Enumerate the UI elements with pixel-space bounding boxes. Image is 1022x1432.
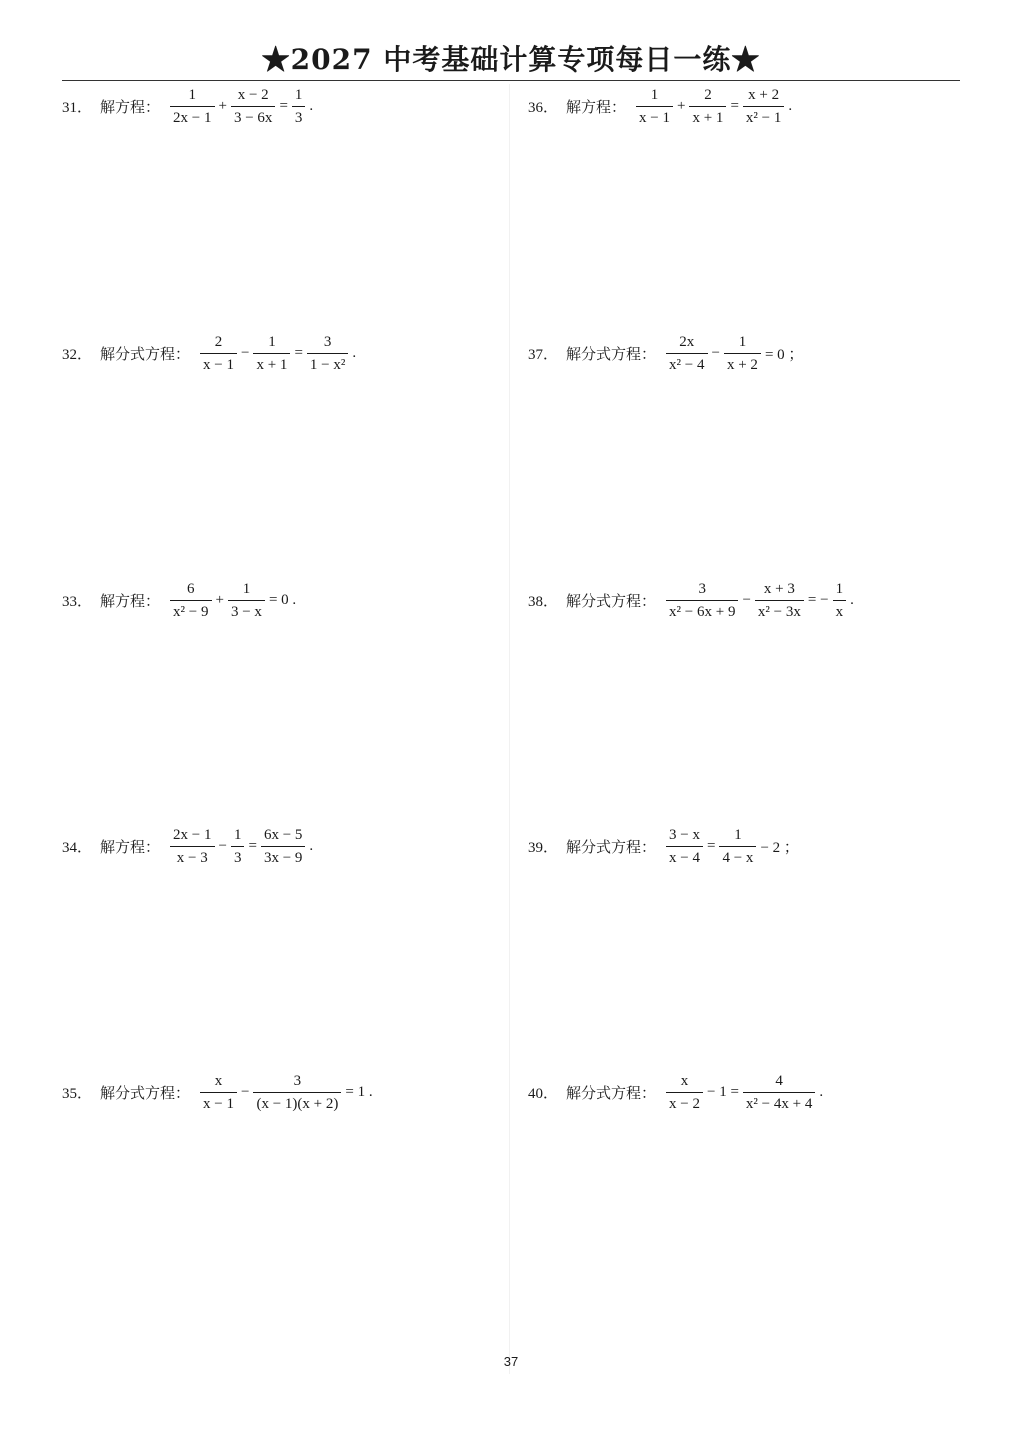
problem-number: 34． (62, 839, 93, 856)
math-operator: . (788, 97, 793, 114)
fraction-numerator: 1 (734, 826, 742, 843)
fraction-numerator: 1 (835, 580, 844, 597)
fraction (170, 580, 211, 621)
problem-number: 38． (528, 593, 559, 610)
math-operator: = 0 . (268, 591, 297, 608)
math-operator: . (309, 97, 314, 114)
math-operator: . (819, 1083, 824, 1100)
fraction-denominator: x² − 9 (173, 603, 209, 620)
fraction-numerator: 1 (294, 86, 303, 103)
fraction-numerator: 2 (704, 86, 712, 103)
fraction-denominator: x − 2 (669, 1095, 700, 1112)
fraction-numerator: 2 (214, 333, 223, 350)
fraction-numerator: 4 (775, 1072, 783, 1089)
fraction (170, 86, 214, 127)
fraction-numerator: 1 (268, 333, 276, 350)
fraction-denominator: 3 − x (230, 603, 262, 620)
problem-36 (528, 79, 794, 133)
problem-37 (528, 326, 805, 380)
fraction-numerator: 1 (233, 826, 242, 843)
math-operator: − (711, 344, 720, 361)
fraction-denominator: x − 4 (669, 849, 700, 866)
fraction (228, 580, 265, 621)
fraction-denominator: 4 − x (722, 849, 754, 866)
math-operator: . (352, 344, 357, 361)
fraction (666, 1072, 703, 1113)
problem-equation (664, 580, 856, 621)
problem-instruction: 解分式方程： (566, 591, 657, 610)
math-operator: + (215, 591, 224, 608)
math-operator: = 1 . (345, 1083, 373, 1100)
fraction-denominator: x − 1 (203, 356, 234, 373)
fraction-numerator: 2x (679, 333, 695, 350)
math-operator: − 1 = (707, 1083, 739, 1100)
fraction (253, 1072, 341, 1113)
problem-instruction: 解方程： (100, 837, 161, 856)
fraction-denominator: (x − 1)(x + 2) (256, 1095, 339, 1112)
fraction-denominator: x² − 3x (757, 603, 801, 620)
fraction (719, 826, 756, 867)
math-operator: = − (807, 591, 829, 608)
problem-instruction: 解方程： (100, 591, 161, 610)
math-operator: = 0 ； (764, 346, 804, 363)
fraction (170, 826, 214, 867)
fraction-denominator: x² − 6x + 9 (669, 603, 736, 620)
fraction-denominator: 3x − 9 (263, 849, 303, 866)
problem-equation (168, 826, 315, 867)
fraction-numerator: 3 (293, 1072, 302, 1089)
problem-equation (664, 1072, 825, 1113)
fraction (200, 1072, 237, 1113)
fraction (666, 580, 738, 621)
column-divider (509, 84, 510, 1374)
math-operator: = (248, 837, 257, 854)
fraction-numerator: 3 (323, 333, 332, 350)
fraction-denominator: x + 1 (692, 109, 724, 126)
fraction-denominator: 3 − 6x (233, 109, 273, 126)
fraction (253, 333, 290, 374)
problem-number: 39． (528, 839, 559, 856)
fraction-denominator: 3 (233, 849, 242, 866)
problem-40 (528, 1065, 825, 1119)
math-operator: = (294, 344, 303, 361)
fraction-denominator: x − 3 (176, 849, 208, 866)
problem-equation (198, 1072, 375, 1113)
fraction-numerator: 3 (698, 580, 706, 597)
fraction-denominator: x² − 4 (669, 356, 705, 373)
fraction-denominator: 3 (294, 109, 303, 126)
fraction-numerator: x (214, 1072, 223, 1089)
fraction-denominator: x (835, 603, 844, 620)
fraction-denominator: 2x − 1 (173, 109, 212, 126)
problem-equation (664, 826, 801, 867)
problem-38 (528, 573, 856, 627)
fraction-numerator: 1 (738, 333, 747, 350)
fraction-numerator: 3 − x (669, 826, 700, 843)
fraction-denominator: x + 2 (726, 356, 758, 373)
fraction-numerator: 6x − 5 (263, 826, 303, 843)
problem-equation (168, 580, 298, 621)
fraction (636, 86, 673, 127)
fraction-numerator: x − 2 (237, 86, 269, 103)
problem-equation (168, 86, 315, 127)
math-operator: − (241, 1083, 250, 1100)
math-operator: = (730, 97, 739, 114)
fraction-numerator: x + 3 (763, 580, 795, 597)
fraction (743, 86, 784, 127)
problem-equation (664, 333, 805, 374)
problem-instruction: 解分式方程： (100, 344, 191, 363)
math-operator: . (850, 591, 854, 608)
problem-number: 32． (62, 346, 93, 363)
fraction (724, 333, 761, 374)
problem-number: 31． (62, 99, 93, 116)
fraction (755, 580, 804, 621)
problem-35 (62, 1065, 375, 1119)
fraction (231, 86, 275, 127)
problem-33 (62, 573, 298, 627)
fraction-numerator: 1 (242, 580, 251, 597)
fraction-numerator: 2x − 1 (173, 826, 212, 843)
problem-number: 37． (528, 346, 559, 363)
problem-instruction: 解分式方程： (566, 837, 657, 856)
fraction (833, 580, 847, 621)
problem-instruction: 解分式方程： (100, 1083, 191, 1102)
problem-equation (198, 333, 358, 374)
math-operator: = (707, 837, 716, 854)
problem-instruction: 解方程： (100, 97, 161, 116)
fraction (292, 86, 306, 127)
problem-32 (62, 326, 358, 380)
fraction (666, 333, 707, 374)
fraction (307, 333, 348, 374)
problem-instruction: 解分式方程： (566, 1083, 657, 1102)
problem-number: 35． (62, 1085, 93, 1102)
problem-number: 40． (528, 1085, 559, 1102)
problem-39 (528, 819, 801, 873)
math-operator: . (309, 837, 314, 854)
math-operator: + (677, 97, 686, 114)
fraction-denominator: x − 1 (203, 1095, 234, 1112)
math-operator: − (241, 344, 250, 361)
problem-instruction: 解分式方程： (566, 344, 657, 363)
fraction (261, 826, 305, 867)
fraction (231, 826, 245, 867)
fraction-denominator: 1 − x² (309, 356, 346, 373)
math-operator: − (218, 837, 227, 854)
math-operator: − (742, 591, 751, 608)
problem-instruction: 解方程： (566, 97, 627, 116)
fraction (666, 826, 703, 867)
fraction (200, 333, 237, 374)
problem-31 (62, 79, 315, 133)
fraction (743, 1072, 815, 1113)
problem-number: 33． (62, 593, 93, 610)
fraction-numerator: 1 (188, 86, 197, 103)
math-operator: − 2 ； (760, 839, 799, 856)
fraction-denominator: x + 1 (256, 356, 288, 373)
fraction-denominator: x − 1 (639, 109, 670, 126)
problem-number: 36． (528, 99, 559, 116)
fraction (689, 86, 726, 127)
problem-equation (634, 86, 794, 127)
fraction-numerator: x (680, 1072, 689, 1089)
fraction-denominator: x² − 4x + 4 (745, 1095, 813, 1112)
fraction-numerator: x + 2 (748, 86, 780, 103)
math-operator: = (279, 97, 288, 114)
fraction-denominator: x² − 1 (745, 109, 782, 126)
math-operator: + (218, 97, 227, 114)
fraction-numerator: 1 (650, 86, 659, 103)
fraction-numerator: 6 (187, 580, 195, 597)
problem-34 (62, 819, 315, 873)
page-title: ★2027 中考基础计算专项每日一练★ (261, 43, 761, 76)
page-number: 37 (503, 1354, 519, 1369)
